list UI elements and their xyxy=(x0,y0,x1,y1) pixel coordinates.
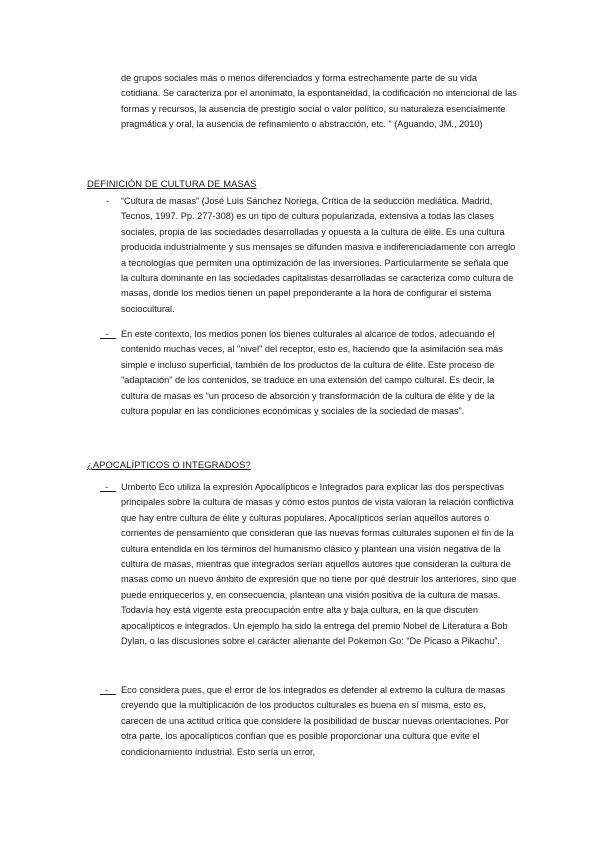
bullet-marker: - xyxy=(106,196,110,206)
paragraph-umberto-eco: Umberto Eco utiliza la expresión Apocalípticos e Integrados para explicar las dos perspectivas principales sobre la cultura de masas y cómo estos puntos de vista valoran la relación conflictiva que hay entre cultura de élite y culturas populares. Apocalípticos serían aquellos autores o corrientes de pensamiento que consideran que las nuevas formas culturales suponen el fin de la cultura entendida en los términos del humanismo clásico y plantean una visión negativa de la cultura de masas, mientras que integrados serían aquellos autores que consideran la cultura de masas como un nuevo ámbito de expresión que no tiene por qué destruir los anteriores, sino que puede enriquecerlos y, en consecuencia, plantean una visión positiva de la cultura de masas. Todavía hoy está vigente esta preocupación entre alta y baja cultura, en la que discuten apocalípticos e integrados. Un ejemplo ha sido la entrega del premio Nobel de Literatura a Bob Dylan, o las discusiones sobre el carácter alienante del Pokemon Go: “De Picaso a Pikachu”. xyxy=(121,482,517,647)
section-heading-cultura-de-masas: DEFINICIÓN DE CULTURA DE MASAS xyxy=(87,178,257,189)
paragraph-definicion: “Cultura de masas” (José Luis Sánchez Noriega, Crítica de la seducción mediática. Madrid, Tecnos, 1997. Pp. 277-308) es un tipo de cultura popularizada, extensiva a todas las clases sociales, propia de las sociedades desarrolladas y opuesta a la cultura de élite. Es una cultura producida industrialmente y sus mensajes se difunden masiva e indiferenciadamente con arreglo a tecnologías que permiten una optimización de las inversiones. Particularmente se señala que la cultura dominante en las sociedades capitalistas desarrolladas se caracteriza como cultura de masas, donde los medios tienen un papel preponderante a la hora de configurar el sistema sociocultural. xyxy=(121,196,516,314)
bullet-marker: - xyxy=(105,685,109,695)
bullet-marker: - xyxy=(105,329,109,339)
paragraph-contexto-medios: En este contexto, los medios ponen los bienes culturales al alcance de todos, adecuando el contenido muchas veces, al "nivel" del receptor, esto es, haciendo que la asimilación sea más simple e incluso superficial, también de los productos de la cultura de élite. Este proceso de "adaptación" de los contenidos, se traduce en una extensión del campo cultural. Es decir, la cultura de masas es “un proceso de absorción y transformación de la cultura de élite y de la cultura popular en las condiciones económicas y sociales de la sociedad de masas”. xyxy=(121,329,503,417)
bullet-marker: - xyxy=(105,482,109,492)
section-heading-apocalipticos: ¿APOCALÍPTICOS O INTEGRADOS? xyxy=(87,459,251,470)
intro-paragraph: de grupos sociales más o menos diferenciados y forma estrechamente parte de su vida cotidiana. Se caracteriza por el anonimato, la espontaneidad, la codificación no intencional de las formas y recursos, la ausencia de prestigio social o valor político, su naturaleza esencialmente pragmática y oral, la ausencia de refinamiento o abstracción, etc. “ (Aguando, JM., 2010) xyxy=(121,73,517,130)
paragraph-error-integrados: Eco considera pues, que el error de los integrados es defender al extremo la cultura de masas creyendo que la multiplicación de los productos culturales es buena en sí misma, esto es, carecen de una actitud crítica que considere la posibilidad de buscar nuevas orientaciones. Por otra parte, los apocalípticos confían que es posible proporcionar una cultura que evite el condicionamiento industrial. Esto sería un error, xyxy=(121,685,509,757)
